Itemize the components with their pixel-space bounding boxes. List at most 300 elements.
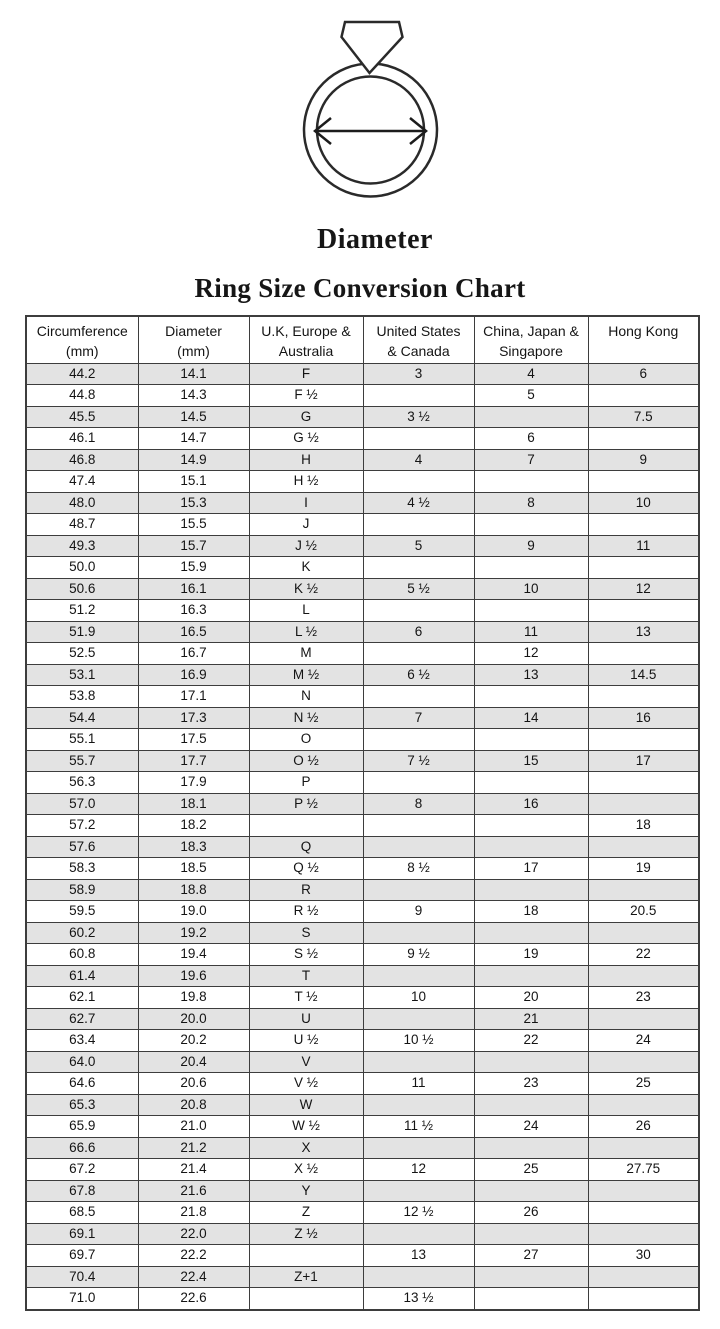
header-china-japan-singapore	[474, 316, 588, 363]
table-cell: 14.5	[138, 406, 249, 428]
table-cell: 53.1	[26, 664, 138, 686]
table-cell: O	[249, 729, 363, 751]
table-cell: V	[249, 1051, 363, 1073]
header-line: United States	[376, 323, 461, 339]
header-uk-europe-australia	[249, 316, 363, 363]
table-cell: O ½	[249, 750, 363, 772]
table-cell	[363, 1094, 474, 1116]
table-row	[26, 987, 699, 1009]
diameter-label: Diameter	[317, 224, 433, 255]
table-cell	[588, 1051, 699, 1073]
table-cell: 19.4	[138, 944, 249, 966]
header-line: Diameter	[165, 323, 222, 339]
table-cell	[474, 1288, 588, 1310]
table-cell: 8 ½	[363, 858, 474, 880]
table-cell	[588, 772, 699, 794]
table-cell	[474, 557, 588, 579]
table-cell: 24	[588, 1030, 699, 1052]
table-cell: 65.9	[26, 1116, 138, 1138]
table-row	[26, 1094, 699, 1116]
table-cell	[588, 1137, 699, 1159]
table-cell: 19	[474, 944, 588, 966]
table-cell	[363, 643, 474, 665]
table-cell: 12	[363, 1159, 474, 1181]
table-cell: 21	[474, 1008, 588, 1030]
table-row	[26, 944, 699, 966]
table-cell: Z ½	[249, 1223, 363, 1245]
table-cell: 25	[474, 1159, 588, 1181]
table-cell: 67.2	[26, 1159, 138, 1181]
table-cell	[474, 514, 588, 536]
table-cell: T ½	[249, 987, 363, 1009]
table-cell: 64.6	[26, 1073, 138, 1095]
table-cell	[588, 385, 699, 407]
table-cell: L	[249, 600, 363, 622]
table-cell: 45.5	[26, 406, 138, 428]
table-row	[26, 815, 699, 837]
table-cell: 11	[363, 1073, 474, 1095]
table-cell	[588, 643, 699, 665]
table-cell: 60.2	[26, 922, 138, 944]
table-row	[26, 1223, 699, 1245]
table-cell: 21.8	[138, 1202, 249, 1224]
table-header	[26, 316, 699, 363]
table-cell	[474, 686, 588, 708]
table-cell: 11 ½	[363, 1116, 474, 1138]
table-cell	[363, 471, 474, 493]
table-cell: 14	[474, 707, 588, 729]
table-cell: 16.1	[138, 578, 249, 600]
table-cell: 69.7	[26, 1245, 138, 1267]
table-cell: 10	[588, 492, 699, 514]
table-cell: Q	[249, 836, 363, 858]
table-cell: 22.6	[138, 1288, 249, 1310]
table-cell	[363, 836, 474, 858]
header-line: (mm)	[65, 343, 99, 359]
table-cell: 22	[474, 1030, 588, 1052]
table-cell: 47.4	[26, 471, 138, 493]
table-cell: 46.1	[26, 428, 138, 450]
table-cell: 21.2	[138, 1137, 249, 1159]
table-cell: 12	[588, 578, 699, 600]
table-cell	[363, 514, 474, 536]
table-cell: 49.3	[26, 535, 138, 557]
table-cell	[588, 1223, 699, 1245]
table-cell: 14.1	[138, 363, 249, 385]
table-cell: 13	[474, 664, 588, 686]
table-cell: 14.3	[138, 385, 249, 407]
header-hong-kong	[588, 316, 699, 363]
table-cell: 19	[588, 858, 699, 880]
table-cell: 57.0	[26, 793, 138, 815]
table-cell	[588, 1180, 699, 1202]
table-cell: 63.4	[26, 1030, 138, 1052]
table-cell: 16.3	[138, 600, 249, 622]
table-cell: 22	[588, 944, 699, 966]
table-cell	[363, 729, 474, 751]
table-cell: 11	[588, 535, 699, 557]
table-cell	[363, 815, 474, 837]
header-line: U.K, Europe &	[261, 323, 351, 339]
table-cell: 20.2	[138, 1030, 249, 1052]
table-cell: 62.1	[26, 987, 138, 1009]
table-cell: 13 ½	[363, 1288, 474, 1310]
table-cell: 9 ½	[363, 944, 474, 966]
table-cell: 25	[588, 1073, 699, 1095]
table-cell: U	[249, 1008, 363, 1030]
table-row	[26, 836, 699, 858]
table-cell: W ½	[249, 1116, 363, 1138]
table-cell	[474, 406, 588, 428]
table-row	[26, 1202, 699, 1224]
table-cell: K ½	[249, 578, 363, 600]
table-cell: 57.2	[26, 815, 138, 837]
table-cell: 27	[474, 1245, 588, 1267]
table-cell: 44.2	[26, 363, 138, 385]
table-cell: 7 ½	[363, 750, 474, 772]
table-cell: G	[249, 406, 363, 428]
table-cell	[363, 428, 474, 450]
table-cell: 17	[474, 858, 588, 880]
table-cell: 10	[363, 987, 474, 1009]
table-row	[26, 664, 699, 686]
table-cell	[588, 793, 699, 815]
table-cell: 67.8	[26, 1180, 138, 1202]
table-cell: 20.4	[138, 1051, 249, 1073]
table-cell: 70.4	[26, 1266, 138, 1288]
ring-diagram	[285, 10, 465, 208]
table-cell: T	[249, 965, 363, 987]
table-cell: 62.7	[26, 1008, 138, 1030]
table-cell: 15	[474, 750, 588, 772]
table-cell: 6	[363, 621, 474, 643]
table-cell: 12	[474, 643, 588, 665]
table-cell: 8	[363, 793, 474, 815]
table-cell	[363, 879, 474, 901]
table-row	[26, 1245, 699, 1267]
table-row	[26, 600, 699, 622]
table-cell: 27.75	[588, 1159, 699, 1181]
table-cell	[474, 1223, 588, 1245]
table-cell: 19.8	[138, 987, 249, 1009]
table-cell: 56.3	[26, 772, 138, 794]
table-row	[26, 858, 699, 880]
table-cell: K	[249, 557, 363, 579]
table-row	[26, 428, 699, 450]
table-row	[26, 643, 699, 665]
header-circumference-mm	[26, 316, 138, 363]
table-cell	[249, 1288, 363, 1310]
table-cell: 7	[474, 449, 588, 471]
table-cell: 16	[588, 707, 699, 729]
table-cell: 18	[474, 901, 588, 923]
table-cell: 19.0	[138, 901, 249, 923]
table-cell: 20.5	[588, 901, 699, 923]
table-cell: 64.0	[26, 1051, 138, 1073]
page-title: Ring Size Conversion Chart	[194, 273, 526, 303]
table-cell: 53.8	[26, 686, 138, 708]
table-cell	[363, 922, 474, 944]
table-cell: P	[249, 772, 363, 794]
table-cell: 14.9	[138, 449, 249, 471]
table-cell: 50.6	[26, 578, 138, 600]
table-cell: 21.6	[138, 1180, 249, 1202]
table-row	[26, 1180, 699, 1202]
table-cell: 60.8	[26, 944, 138, 966]
table-row	[26, 1116, 699, 1138]
table-cell: L ½	[249, 621, 363, 643]
table-cell: 9	[474, 535, 588, 557]
table-cell: Z+1	[249, 1266, 363, 1288]
table-cell	[474, 471, 588, 493]
table-cell: 50.0	[26, 557, 138, 579]
table-cell: 69.1	[26, 1223, 138, 1245]
table-cell: H	[249, 449, 363, 471]
table-header-row	[26, 316, 699, 363]
table-cell	[588, 879, 699, 901]
table-cell: Q ½	[249, 858, 363, 880]
table-cell	[363, 1180, 474, 1202]
table-row	[26, 1030, 699, 1052]
table-cell: 55.7	[26, 750, 138, 772]
table-cell: 10	[474, 578, 588, 600]
table-cell: 65.3	[26, 1094, 138, 1116]
table-cell: 48.0	[26, 492, 138, 514]
table-cell: 12 ½	[363, 1202, 474, 1224]
table-row	[26, 557, 699, 579]
table-cell	[588, 514, 699, 536]
table-row	[26, 471, 699, 493]
table-cell: 19.6	[138, 965, 249, 987]
table-row	[26, 793, 699, 815]
header-line: Australia	[278, 343, 334, 359]
table-cell	[588, 600, 699, 622]
table-cell: M ½	[249, 664, 363, 686]
table-cell: 10 ½	[363, 1030, 474, 1052]
table-cell: 14.7	[138, 428, 249, 450]
table-cell: 15.7	[138, 535, 249, 557]
table-cell: 16.9	[138, 664, 249, 686]
table-cell: X ½	[249, 1159, 363, 1181]
table-cell	[588, 1202, 699, 1224]
table-cell: 15.5	[138, 514, 249, 536]
table-cell: 59.5	[26, 901, 138, 923]
table-cell	[474, 1266, 588, 1288]
table-cell: J ½	[249, 535, 363, 557]
table-cell: F ½	[249, 385, 363, 407]
table-cell: 22.4	[138, 1266, 249, 1288]
table-cell: R ½	[249, 901, 363, 923]
table-cell: 24	[474, 1116, 588, 1138]
table-cell: 21.0	[138, 1116, 249, 1138]
table-cell: S	[249, 922, 363, 944]
table-cell: 23	[474, 1073, 588, 1095]
table-cell	[588, 836, 699, 858]
table-cell: 17	[588, 750, 699, 772]
table-cell: 18.3	[138, 836, 249, 858]
table-cell: 54.4	[26, 707, 138, 729]
table-cell: 58.3	[26, 858, 138, 880]
table-row	[26, 492, 699, 514]
table-cell: 22.2	[138, 1245, 249, 1267]
table-cell: I	[249, 492, 363, 514]
table-cell: 13	[588, 621, 699, 643]
table-row	[26, 965, 699, 987]
table-cell: G ½	[249, 428, 363, 450]
table-cell: S ½	[249, 944, 363, 966]
table-cell: 19.2	[138, 922, 249, 944]
table-cell: 51.9	[26, 621, 138, 643]
table-cell: 13	[363, 1245, 474, 1267]
table-cell: 6	[588, 363, 699, 385]
table-cell: N ½	[249, 707, 363, 729]
table-cell: W	[249, 1094, 363, 1116]
header-diameter-mm	[138, 316, 249, 363]
table-cell: 23	[588, 987, 699, 1009]
table-cell	[588, 471, 699, 493]
table-cell	[474, 772, 588, 794]
table-cell: 15.9	[138, 557, 249, 579]
table-cell: 7	[363, 707, 474, 729]
header-line: & Canada	[387, 343, 450, 359]
table-cell: 46.8	[26, 449, 138, 471]
table-cell: Y	[249, 1180, 363, 1202]
table-cell	[588, 965, 699, 987]
table-cell: 5	[363, 535, 474, 557]
table-row	[26, 535, 699, 557]
table-cell: 18.5	[138, 858, 249, 880]
table-cell: 66.6	[26, 1137, 138, 1159]
table-cell: 22.0	[138, 1223, 249, 1245]
table-row	[26, 729, 699, 751]
table-cell: 18.1	[138, 793, 249, 815]
table-cell: X	[249, 1137, 363, 1159]
table-cell: 17.1	[138, 686, 249, 708]
table-cell	[363, 1137, 474, 1159]
table-cell: P ½	[249, 793, 363, 815]
table-cell: 20.0	[138, 1008, 249, 1030]
table-cell: N	[249, 686, 363, 708]
table-cell	[363, 965, 474, 987]
table-cell: 6	[474, 428, 588, 450]
table-cell	[474, 965, 588, 987]
table-row	[26, 750, 699, 772]
table-cell: 11	[474, 621, 588, 643]
table-cell: 4	[474, 363, 588, 385]
table-cell: 26	[474, 1202, 588, 1224]
table-cell: 4 ½	[363, 492, 474, 514]
conversion-table	[25, 315, 700, 1311]
table-cell: R	[249, 879, 363, 901]
table-cell: 16.7	[138, 643, 249, 665]
table-cell	[363, 385, 474, 407]
table-cell	[588, 1266, 699, 1288]
table-row	[26, 578, 699, 600]
table-row	[26, 707, 699, 729]
table-cell: 20	[474, 987, 588, 1009]
table-cell	[474, 922, 588, 944]
table-row	[26, 772, 699, 794]
table-row	[26, 1288, 699, 1310]
table-cell	[363, 686, 474, 708]
table-cell: 5 ½	[363, 578, 474, 600]
table-row	[26, 1008, 699, 1030]
table-cell: 18	[588, 815, 699, 837]
table-row	[26, 449, 699, 471]
table-row	[26, 879, 699, 901]
table-row	[26, 686, 699, 708]
table-row	[26, 1266, 699, 1288]
table-cell: 52.5	[26, 643, 138, 665]
table-cell: 58.9	[26, 879, 138, 901]
table-cell: H ½	[249, 471, 363, 493]
table-cell	[588, 428, 699, 450]
table-row	[26, 406, 699, 428]
table-cell: 3 ½	[363, 406, 474, 428]
table-cell: F	[249, 363, 363, 385]
table-cell: 55.1	[26, 729, 138, 751]
header-line: (mm)	[177, 343, 210, 359]
table-row	[26, 1159, 699, 1181]
table-cell: 30	[588, 1245, 699, 1267]
table-cell	[588, 1008, 699, 1030]
table-row	[26, 621, 699, 643]
table-cell: 7.5	[588, 406, 699, 428]
table-cell: 48.7	[26, 514, 138, 536]
table-row	[26, 1137, 699, 1159]
table-cell	[363, 1266, 474, 1288]
table-cell	[363, 1008, 474, 1030]
table-cell	[363, 1223, 474, 1245]
table-cell: 17.7	[138, 750, 249, 772]
table-cell: 51.2	[26, 600, 138, 622]
table-row	[26, 901, 699, 923]
table-cell: 68.5	[26, 1202, 138, 1224]
table-cell: 71.0	[26, 1288, 138, 1310]
table-cell: J	[249, 514, 363, 536]
table-cell	[363, 772, 474, 794]
table-cell	[588, 729, 699, 751]
table-cell: 6 ½	[363, 664, 474, 686]
table-cell	[249, 1245, 363, 1267]
table-cell: M	[249, 643, 363, 665]
table-row	[26, 922, 699, 944]
table-row	[26, 1073, 699, 1095]
table-cell: 16	[474, 793, 588, 815]
table-cell	[588, 557, 699, 579]
table-cell	[588, 922, 699, 944]
table-cell: 57.6	[26, 836, 138, 858]
table-cell: 9	[363, 901, 474, 923]
table-row	[26, 363, 699, 385]
diameter-arrow-icon	[315, 118, 426, 144]
table-cell: 20.6	[138, 1073, 249, 1095]
table-cell: 16.5	[138, 621, 249, 643]
table-cell: 14.5	[588, 664, 699, 686]
header-line: Hong Kong	[608, 323, 679, 339]
table-cell: 17.5	[138, 729, 249, 751]
table-cell	[474, 1137, 588, 1159]
header-line: Circumference	[36, 323, 128, 339]
table-cell	[474, 836, 588, 858]
header-united-states-canada	[363, 316, 474, 363]
table-cell	[474, 815, 588, 837]
table-cell: 17.3	[138, 707, 249, 729]
table-cell: 61.4	[26, 965, 138, 987]
table-cell	[588, 1094, 699, 1116]
table-cell	[363, 1051, 474, 1073]
table-body	[26, 363, 699, 1310]
